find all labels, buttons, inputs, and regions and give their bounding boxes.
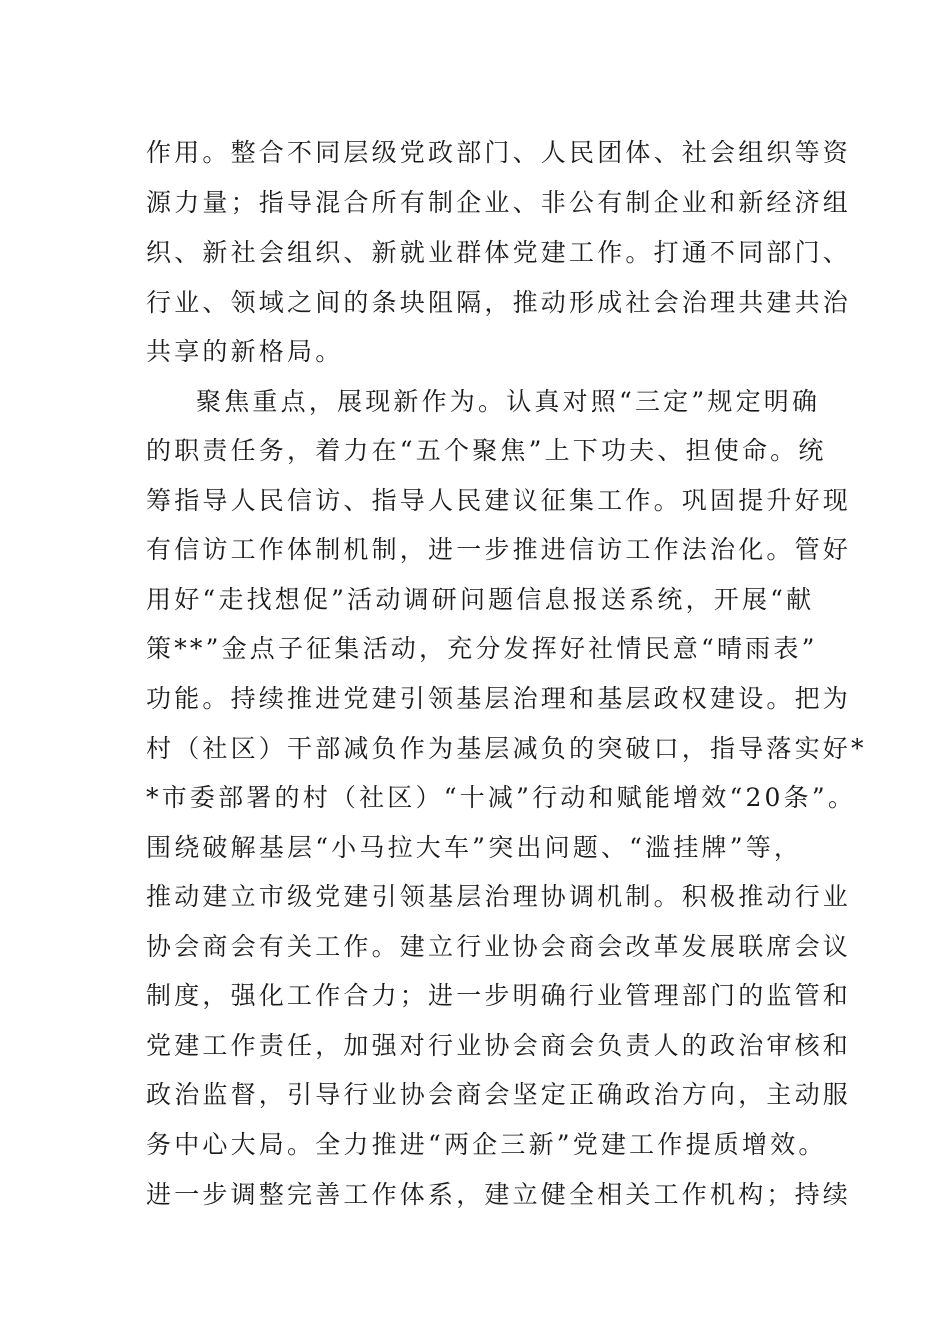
text-line: 织、新社会组织、新就业群体党建工作。打通不同部门、 [146, 238, 852, 267]
text-line: 有信访工作体制机制，进一步推进信访工作法治化。管好 [146, 535, 852, 564]
text-line: 源力量；指导混合所有制企业、非公有制企业和新经济组 [146, 188, 852, 217]
text-line: 共享的新格局。 [146, 337, 344, 366]
text-line: 作用。整合不同层级党政部门、人民团体、社会组织等资 [146, 138, 852, 167]
text-line: *市委部署的村（社区）“十减”行动和赋能增效“20条”。 [146, 783, 857, 812]
text-line: 的职责任务，着力在“五个聚焦”上下功夫、担使命。统 [146, 436, 827, 465]
text-line: 村（社区）干部减负作为基层减负的突破口，指导落实好* [146, 734, 867, 763]
text-line: 行业、领域之间的条块阻隔，推动形成社会治理共建共治 [146, 288, 852, 317]
text-line: 筹指导人民信访、指导人民建议征集工作。巩固提升好现 [146, 486, 852, 515]
text-line: 围绕破解基层“小马拉大车”突出问题、“滥挂牌”等， [146, 833, 803, 862]
paragraph-first-line: 聚焦重点，展现新作为。认真对照“三定”规定明确 [196, 387, 821, 416]
text-line: 策**”金点子征集活动，充分发挥好社情民意“晴雨表” [146, 634, 818, 663]
text-line: 党建工作责任，加强对行业协会商会负责人的政治审核和 [146, 1031, 852, 1060]
text-line: 推动建立市级党建引领基层治理协调机制。积极推动行业 [146, 882, 852, 911]
text-line: 用好“走找想促”活动调研问题信息报送系统，开展“献 [146, 585, 815, 614]
text-line: 务中心大局。全力推进“两企三新”党建工作提质增效。 [146, 1130, 827, 1159]
text-line: 功能。持续推进党建引领基层治理和基层政权建设。把为 [146, 684, 852, 713]
text-line: 协会商会有关工作。建立行业协会商会改革发展联席会议 [146, 932, 852, 961]
text-line: 制度，强化工作合力；进一步明确行业管理部门的监管和 [146, 981, 852, 1010]
text-line: 政治监督，引导行业协会商会坚定正确政治方向，主动服 [146, 1080, 852, 1109]
text-line: 进一步调整完善工作体系，建立健全相关工作机构；持续 [146, 1180, 852, 1209]
